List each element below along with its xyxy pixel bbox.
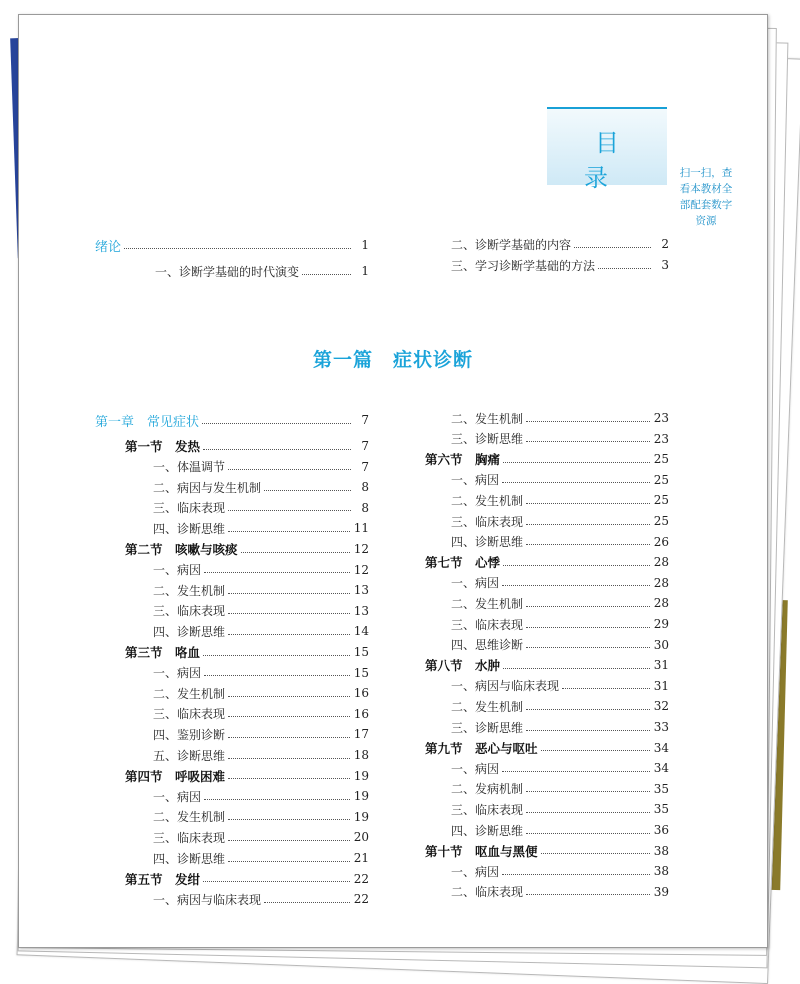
toc-entry bbox=[451, 799, 669, 819]
dot-leader bbox=[541, 853, 650, 854]
toc-entry bbox=[153, 745, 369, 765]
toc-entry-page: 31 bbox=[653, 678, 669, 693]
qr-note-line: 资源 bbox=[695, 215, 717, 227]
dot-leader bbox=[502, 585, 650, 586]
toc-entry-label: 四、诊断思维 bbox=[153, 521, 226, 536]
toc-entry bbox=[125, 436, 369, 456]
dot-leader bbox=[228, 634, 350, 635]
toc-entry bbox=[155, 261, 369, 281]
toc-entry-label: 一、病因 bbox=[153, 789, 202, 804]
toc-entry bbox=[451, 820, 669, 840]
toc-entry bbox=[125, 642, 369, 662]
toc-entry-page: 22 bbox=[353, 892, 369, 907]
toc-entry bbox=[153, 580, 369, 600]
dot-leader bbox=[228, 696, 350, 697]
dot-leader bbox=[241, 552, 350, 553]
dot-leader bbox=[526, 627, 650, 628]
dot-leader bbox=[526, 544, 650, 545]
dot-leader bbox=[526, 524, 650, 525]
toc-entry bbox=[95, 235, 369, 255]
toc-entry bbox=[125, 766, 369, 786]
toc-entry-label: 第十节 呕血与黑便 bbox=[425, 843, 538, 859]
toc-entry bbox=[451, 255, 669, 275]
toc-entry-label: 第二节 咳嗽与咳痰 bbox=[125, 542, 238, 557]
toc-entry bbox=[153, 827, 369, 847]
toc-entry bbox=[451, 717, 669, 737]
toc-entry bbox=[451, 573, 669, 593]
dot-leader bbox=[526, 730, 650, 731]
part-title: 第一篇 症状诊断 bbox=[312, 349, 473, 371]
toc-entry-page: 12 bbox=[353, 542, 369, 556]
toc-entry-label: 二、发生机制 bbox=[153, 583, 226, 598]
dot-leader bbox=[228, 510, 351, 511]
toc-entry-label: 二、病因与发生机制 bbox=[153, 480, 262, 495]
toc-entry-page: 15 bbox=[353, 645, 369, 659]
dot-leader bbox=[204, 572, 350, 573]
toc-entry-label: 一、病因 bbox=[153, 563, 202, 578]
toc-entry-page: 12 bbox=[353, 562, 369, 577]
toc-entry-label: 一、病因 bbox=[153, 666, 202, 681]
toc-entry-label: 第三节 咯血 bbox=[125, 645, 201, 660]
toc-entry-page: 11 bbox=[353, 521, 369, 536]
toc-entry-label: 三、临床表现 bbox=[451, 514, 524, 529]
dot-leader bbox=[526, 812, 650, 813]
dot-leader bbox=[526, 894, 650, 895]
dot-leader bbox=[562, 688, 650, 689]
toc-entry-label: 第五节 发绀 bbox=[125, 871, 201, 887]
toc-entry bbox=[153, 663, 369, 683]
toc-entry bbox=[451, 861, 669, 881]
toc-entry-page: 15 bbox=[353, 665, 369, 680]
toc-entry-page: 33 bbox=[653, 720, 669, 734]
toc-entry bbox=[95, 410, 369, 430]
toc-entry bbox=[125, 869, 369, 889]
dot-leader bbox=[503, 462, 650, 463]
toc-entry bbox=[451, 593, 669, 613]
toc-entry bbox=[451, 882, 669, 902]
toc-entry-label: 一、病因与临床表现 bbox=[451, 679, 560, 694]
toc-entry bbox=[153, 683, 369, 703]
dot-leader bbox=[526, 791, 650, 792]
toc-entry bbox=[153, 724, 369, 744]
toc-entry-label: 一、病因与临床表现 bbox=[153, 892, 262, 907]
toc-entry-label: 第一章 常见症状 bbox=[95, 414, 200, 430]
toc-entry-page: 19 bbox=[353, 809, 369, 824]
toc-entry-label: 三、学习诊断学基础的方法 bbox=[451, 258, 596, 273]
toc-entry-label: 一、病因 bbox=[451, 864, 500, 879]
toc-entry-page: 7 bbox=[361, 459, 369, 474]
toc-entry-page: 28 bbox=[653, 555, 669, 570]
toc-title: 目 录 bbox=[584, 129, 641, 192]
toc-entry-page: 1 bbox=[361, 264, 369, 278]
qr-note-line: 部配套数字 bbox=[679, 199, 733, 211]
dot-leader bbox=[124, 248, 351, 249]
toc-entry-page: 25 bbox=[653, 493, 669, 508]
dot-leader bbox=[526, 606, 650, 607]
toc-entry-label: 第四节 呼吸困难 bbox=[125, 768, 226, 784]
dot-leader bbox=[228, 613, 350, 614]
title-accent-line bbox=[547, 107, 667, 109]
toc-entry bbox=[153, 498, 369, 518]
toc-entry bbox=[451, 511, 669, 531]
toc-entry-page: 34 bbox=[653, 740, 669, 755]
toc-entry-label: 四、鉴别诊断 bbox=[153, 727, 226, 742]
toc-entry-label: 第六节 胸痛 bbox=[425, 452, 501, 468]
toc-entry bbox=[153, 518, 369, 538]
dot-leader bbox=[204, 799, 350, 800]
toc-entry-label: 第八节 水肿 bbox=[425, 658, 501, 674]
dot-leader bbox=[228, 469, 351, 470]
toc-entry bbox=[153, 457, 369, 477]
dot-leader bbox=[502, 874, 650, 875]
toc-entry bbox=[451, 758, 669, 778]
toc-entry bbox=[153, 848, 369, 868]
toc-entry-page: 23 bbox=[653, 431, 669, 446]
toc-entry bbox=[451, 470, 669, 490]
toc-entry bbox=[153, 601, 369, 621]
toc-entry bbox=[451, 779, 669, 799]
dot-leader bbox=[203, 881, 350, 882]
toc-entry-label: 三、诊断思维 bbox=[451, 432, 524, 447]
toc-entry-page: 2 bbox=[661, 237, 669, 251]
dot-leader bbox=[204, 675, 350, 676]
toc-entry bbox=[451, 490, 669, 510]
toc-entry-page: 1 bbox=[361, 238, 369, 252]
toc-entry-page: 13 bbox=[353, 583, 369, 598]
toc-entry-page: 19 bbox=[353, 789, 369, 804]
toc-entry-page: 25 bbox=[653, 472, 669, 487]
dot-leader bbox=[598, 268, 651, 269]
dot-leader bbox=[503, 565, 650, 566]
dot-leader bbox=[228, 758, 350, 759]
dot-leader bbox=[228, 840, 350, 841]
dot-leader bbox=[526, 503, 650, 504]
toc-entry-label: 一、体温调节 bbox=[153, 460, 226, 475]
toc-entry-label: 二、发生机制 bbox=[451, 699, 524, 714]
qr-note bbox=[671, 165, 741, 229]
dot-leader bbox=[228, 716, 350, 717]
toc-entry-page: 19 bbox=[353, 768, 369, 783]
toc-entry bbox=[451, 408, 669, 428]
toc-entry bbox=[153, 889, 369, 909]
dot-leader bbox=[503, 668, 650, 669]
toc-entry bbox=[125, 539, 369, 559]
toc-entry bbox=[425, 552, 669, 572]
toc-entry-page: 23 bbox=[653, 411, 669, 425]
toc-entry bbox=[153, 621, 369, 641]
toc-entry-page: 7 bbox=[361, 413, 369, 427]
dot-leader bbox=[228, 737, 350, 738]
toc-entry-page: 16 bbox=[353, 706, 369, 721]
toc-entry-label: 四、诊断思维 bbox=[153, 624, 226, 639]
toc-entry-label: 二、诊断学基础的内容 bbox=[451, 237, 572, 252]
toc-entry-label: 二、发生机制 bbox=[451, 493, 524, 508]
toc-entry-page: 17 bbox=[353, 727, 369, 742]
toc-entry-label: 四、诊断思维 bbox=[153, 851, 226, 866]
dot-leader bbox=[502, 771, 650, 772]
toc-entry-page: 29 bbox=[653, 617, 669, 631]
toc-entry bbox=[451, 532, 669, 552]
toc-entry-page: 38 bbox=[653, 843, 669, 858]
toc-entry-label: 二、发病机制 bbox=[451, 782, 524, 797]
toc-entry-label: 第九节 恶心与呕吐 bbox=[425, 740, 538, 756]
toc-entry bbox=[425, 841, 669, 861]
toc-entry bbox=[425, 655, 669, 675]
toc-entry bbox=[425, 449, 669, 469]
toc-entry-label: 二、发生机制 bbox=[153, 686, 226, 701]
toc-entry-page: 14 bbox=[353, 624, 369, 639]
toc-entry-page: 34 bbox=[653, 761, 669, 776]
toc-entry-page: 8 bbox=[361, 480, 369, 495]
toc-entry bbox=[153, 807, 369, 827]
toc-entry-page: 39 bbox=[653, 884, 669, 899]
dot-leader bbox=[574, 247, 651, 248]
dot-leader bbox=[228, 531, 350, 532]
dot-leader bbox=[526, 421, 650, 422]
toc-entry bbox=[451, 614, 669, 634]
dot-leader bbox=[526, 709, 650, 710]
toc-entry-label: 第七节 心悸 bbox=[425, 555, 501, 571]
toc-entry-label: 一、病因 bbox=[451, 576, 500, 591]
toc-entry-page: 7 bbox=[361, 439, 369, 453]
dot-leader bbox=[526, 647, 650, 648]
dot-leader bbox=[264, 902, 350, 903]
qr-note-line: 看本教材全 bbox=[679, 183, 733, 195]
toc-entry bbox=[153, 477, 369, 497]
dot-leader bbox=[302, 274, 351, 275]
toc-entry-label: 三、临床表现 bbox=[451, 802, 524, 817]
toc-entry-label: 二、临床表现 bbox=[451, 885, 524, 900]
dot-leader bbox=[526, 441, 650, 442]
toc-entry-page: 22 bbox=[353, 871, 369, 886]
dot-leader bbox=[203, 449, 351, 450]
toc-entry bbox=[153, 704, 369, 724]
toc-entry-label: 一、病因 bbox=[451, 473, 500, 488]
dot-leader bbox=[202, 423, 351, 424]
toc-entry bbox=[451, 676, 669, 696]
toc-entry-page: 8 bbox=[361, 500, 369, 515]
toc-entry-label: 三、诊断思维 bbox=[451, 720, 524, 735]
dot-leader bbox=[228, 861, 350, 862]
toc-entry-label: 三、临床表现 bbox=[153, 707, 226, 722]
toc-entry-label: 二、发生机制 bbox=[153, 810, 226, 825]
qr-note-line: 扫一扫，查 bbox=[679, 167, 733, 179]
toc-entry-label: 第一节 发热 bbox=[125, 439, 201, 454]
toc-entry-label: 三、临床表现 bbox=[153, 604, 226, 619]
toc-entry-page: 38 bbox=[653, 864, 669, 879]
toc-entry-label: 二、发生机制 bbox=[451, 411, 524, 426]
toc-entry-page: 31 bbox=[653, 658, 669, 673]
toc-entry-label: 三、临床表现 bbox=[153, 501, 226, 516]
toc-page bbox=[18, 14, 768, 948]
toc-entry-page: 30 bbox=[653, 637, 669, 652]
toc-entry-page: 35 bbox=[653, 781, 669, 796]
toc-entry-label: 三、临床表现 bbox=[451, 617, 524, 632]
dot-leader bbox=[502, 482, 650, 483]
toc-entry bbox=[451, 635, 669, 655]
dot-leader bbox=[541, 750, 650, 751]
toc-entry-page: 36 bbox=[653, 823, 669, 837]
toc-entry-page: 18 bbox=[353, 748, 369, 762]
toc-entry-label: 四、诊断思维 bbox=[451, 535, 524, 550]
dot-leader bbox=[526, 833, 650, 834]
toc-entry-label: 一、病因 bbox=[451, 761, 500, 776]
toc-entry-label: 三、临床表现 bbox=[153, 830, 226, 845]
toc-entry-label: 一、诊断学基础的时代演变 bbox=[155, 264, 300, 279]
toc-entry-page: 35 bbox=[653, 802, 669, 817]
toc-entry-page: 3 bbox=[661, 258, 669, 272]
toc-entry-label: 二、发生机制 bbox=[451, 596, 524, 611]
toc-entry bbox=[425, 738, 669, 758]
dot-leader bbox=[264, 490, 351, 491]
toc-entry-page: 25 bbox=[653, 452, 669, 467]
toc-entry bbox=[451, 696, 669, 716]
toc-entry-page: 28 bbox=[653, 596, 669, 611]
toc-entry-page: 28 bbox=[653, 575, 669, 590]
toc-entry-page: 21 bbox=[353, 851, 369, 865]
toc-entry bbox=[153, 560, 369, 580]
toc-entry-page: 32 bbox=[653, 699, 669, 714]
toc-entry-page: 13 bbox=[353, 603, 369, 618]
toc-entry-page: 16 bbox=[353, 686, 369, 701]
toc-entry-label: 五、诊断思维 bbox=[153, 748, 226, 763]
toc-title-box bbox=[547, 107, 667, 192]
toc-entry bbox=[153, 786, 369, 806]
dot-leader bbox=[228, 778, 350, 779]
toc-entry-page: 20 bbox=[353, 830, 369, 845]
toc-entry-label: 四、诊断思维 bbox=[451, 823, 524, 838]
dot-leader bbox=[228, 819, 350, 820]
toc-entry bbox=[451, 234, 669, 254]
toc-entry-page: 26 bbox=[653, 534, 669, 549]
toc-entry-label: 绪论 bbox=[95, 239, 122, 255]
toc-entry bbox=[451, 429, 669, 449]
toc-entry-label: 四、思维诊断 bbox=[451, 638, 524, 653]
dot-leader bbox=[203, 655, 350, 656]
dot-leader bbox=[228, 593, 350, 594]
toc-entry-page: 25 bbox=[653, 514, 669, 528]
